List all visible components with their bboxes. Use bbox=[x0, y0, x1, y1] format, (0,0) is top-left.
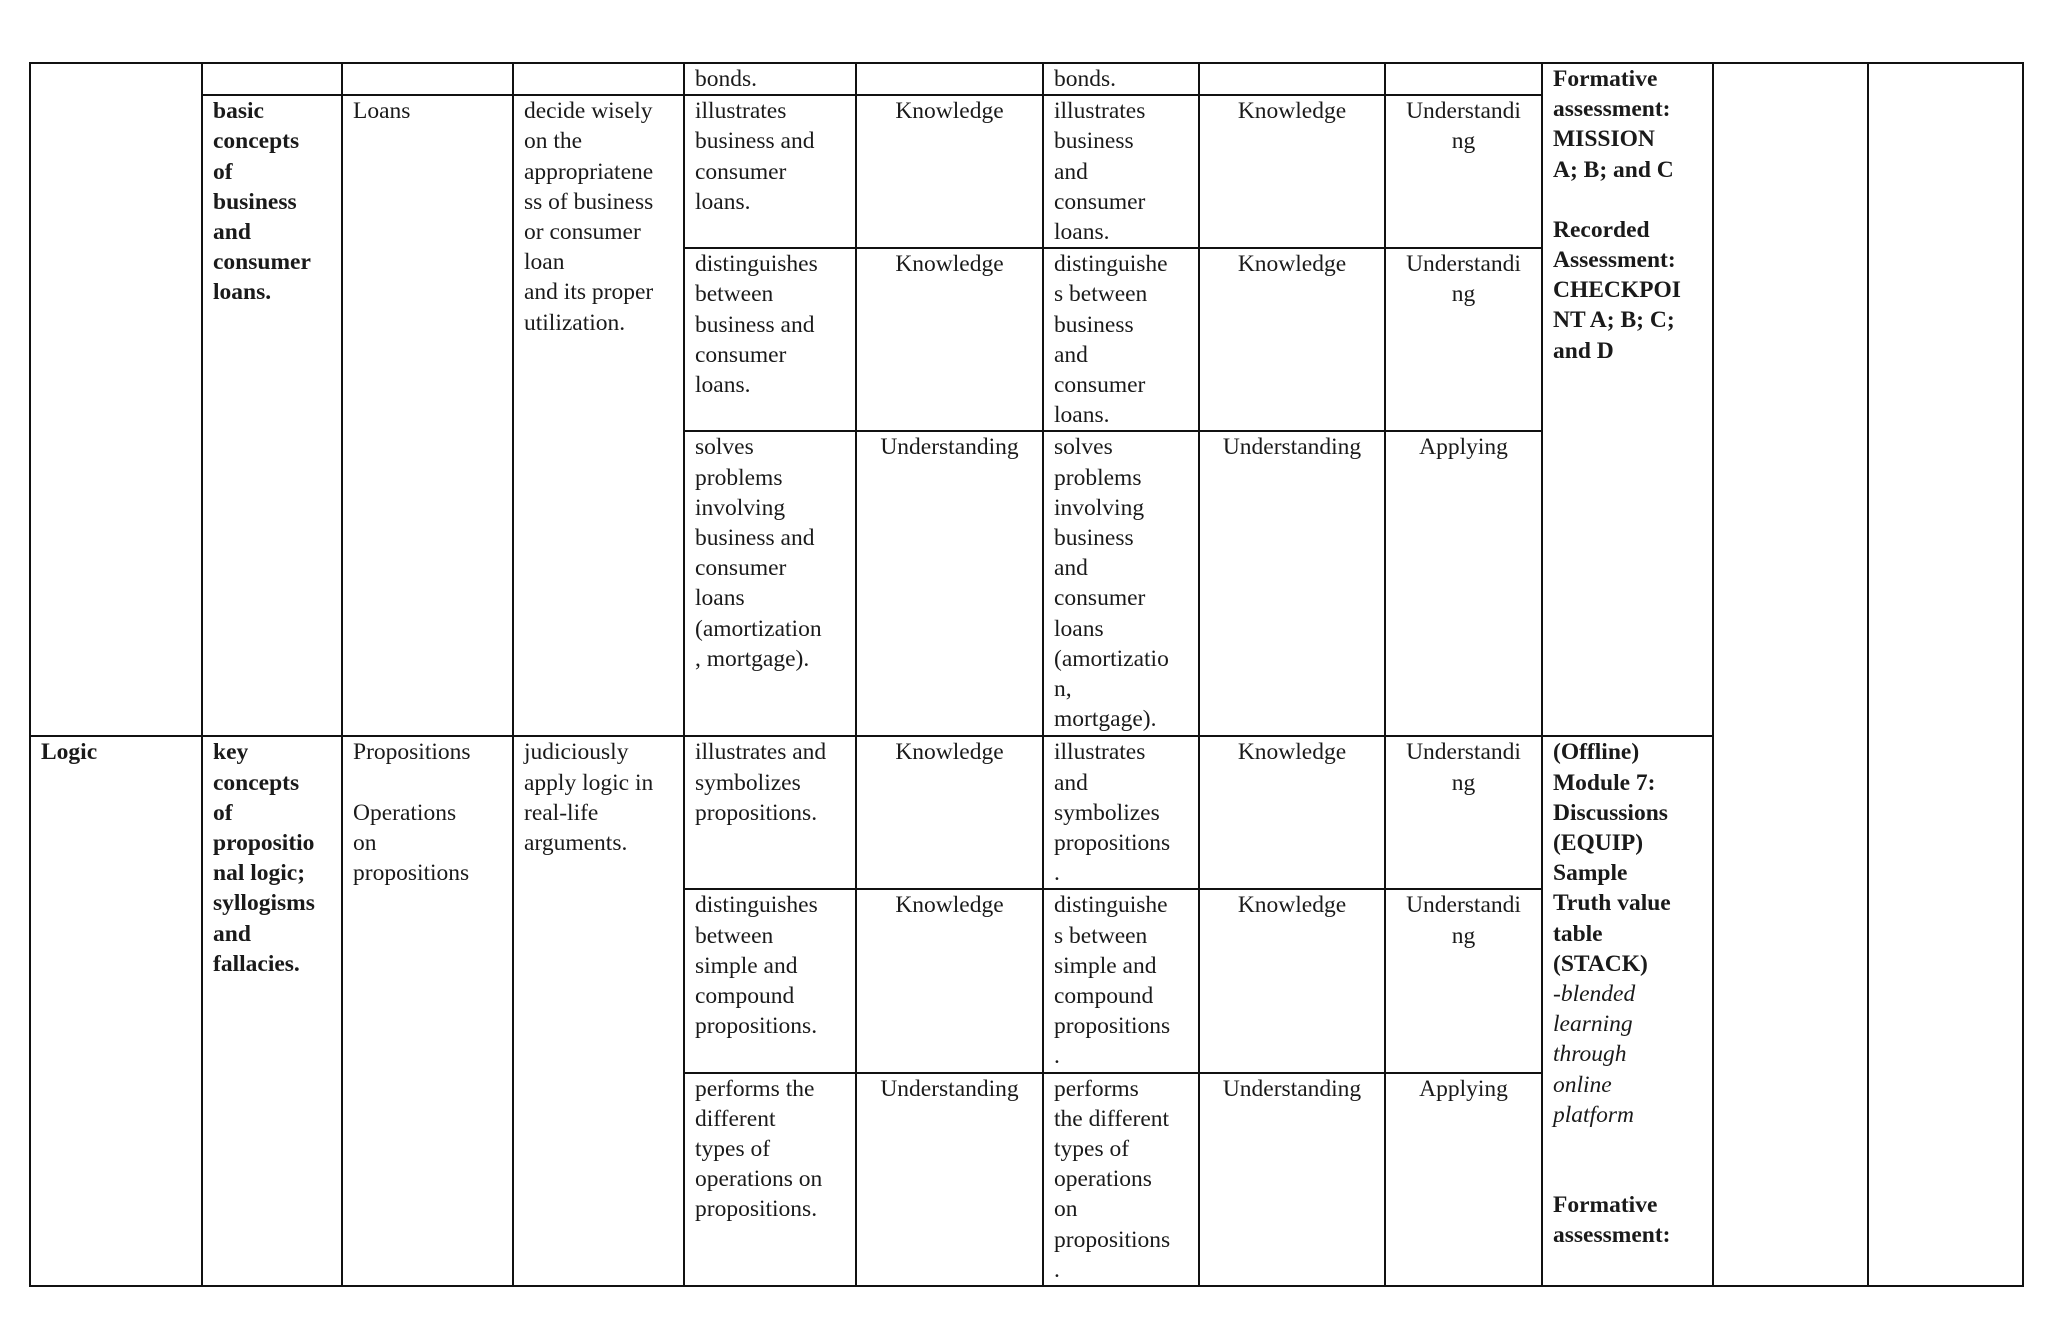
knowledge-cell: Knowledge bbox=[856, 95, 1043, 248]
standard-cell-empty bbox=[513, 63, 684, 95]
knowledge-cell: Understandi ng bbox=[1385, 95, 1542, 248]
competency-cell: bonds. bbox=[1043, 63, 1199, 95]
curriculum-map-table bbox=[29, 62, 2024, 1287]
competency-cell: bonds. bbox=[684, 63, 856, 95]
knowledge-cell: Understanding bbox=[1199, 431, 1385, 736]
knowledge-cell: Knowledge bbox=[1199, 95, 1385, 248]
knowledge-cell-empty bbox=[1199, 63, 1385, 95]
blank-column-cell bbox=[1713, 63, 1868, 1286]
content-cell: Propositions Operations on propositions bbox=[342, 736, 513, 1286]
standard-cell: decide wisely on the appropriatene ss of business or consumer loan and its proper utilization. bbox=[513, 95, 684, 736]
activity-text: (Offline) Module 7: Discussions (EQUIP) Sample Truth value table (STACK) bbox=[1553, 739, 1671, 977]
knowledge-cell: Knowledge bbox=[1199, 736, 1385, 889]
topic-cell: basic concepts of business and consumer loans. bbox=[202, 95, 342, 736]
competency-cell: illustrates business and consumer loans. bbox=[684, 95, 856, 248]
knowledge-cell-empty bbox=[1385, 63, 1542, 95]
activity-cell bbox=[1542, 736, 1713, 1286]
competency-cell: illustrates business and consumer loans. bbox=[1043, 95, 1199, 248]
competency-cell: distinguishes between business and consumer loans. bbox=[684, 248, 856, 431]
knowledge-cell: Knowledge bbox=[1199, 889, 1385, 1072]
subject-cell: Logic bbox=[30, 736, 202, 1286]
knowledge-cell: Understanding bbox=[1199, 1073, 1385, 1286]
subject-cell-empty bbox=[30, 63, 202, 736]
formative-assessment-text: Formative assessment: bbox=[1553, 1192, 1671, 1249]
knowledge-cell-empty bbox=[856, 63, 1043, 95]
content-cell: Loans bbox=[342, 95, 513, 736]
knowledge-cell: Knowledge bbox=[856, 248, 1043, 431]
competency-cell: distinguishe s between simple and compound propositions . bbox=[1043, 889, 1199, 1072]
topic-cell: key concepts of propositio nal logic; syllogisms and fallacies. bbox=[202, 736, 342, 1286]
knowledge-cell: Knowledge bbox=[856, 889, 1043, 1072]
competency-cell: performs the different types of operations on propositions . bbox=[1043, 1073, 1199, 1286]
spacer bbox=[1553, 185, 1702, 215]
topic-cell-empty bbox=[202, 63, 342, 95]
competency-cell: performs the different types of operations on propositions. bbox=[684, 1073, 856, 1286]
knowledge-cell: Knowledge bbox=[1199, 248, 1385, 431]
content-cell-empty bbox=[342, 63, 513, 95]
activity-note bbox=[1553, 979, 1702, 1130]
knowledge-cell: Understandi ng bbox=[1385, 889, 1542, 1072]
assessment-cell bbox=[1542, 63, 1713, 736]
knowledge-cell: Understandi ng bbox=[1385, 248, 1542, 431]
knowledge-cell: Applying bbox=[1385, 1073, 1542, 1286]
activity-note-lead: - bbox=[1553, 981, 1561, 1008]
knowledge-cell: Understanding bbox=[856, 1073, 1043, 1286]
knowledge-cell: Understandi ng bbox=[1385, 736, 1542, 889]
knowledge-cell: Knowledge bbox=[856, 736, 1043, 889]
competency-cell: solves problems involving business and consumer loans (amortizatio n, mortgage). bbox=[1043, 431, 1199, 736]
spacer bbox=[1553, 1130, 1702, 1190]
competency-cell: distinguishes between simple and compound propositions. bbox=[684, 889, 856, 1072]
competency-cell: solves problems involving business and consumer loans (amortization , mortgage). bbox=[684, 431, 856, 736]
activity-note-text: blended learning through online platform bbox=[1553, 981, 1636, 1128]
recorded-assessment-text: Recorded Assessment: CHECKPOI NT A; B; C; and D bbox=[1553, 216, 1681, 364]
competency-cell: illustrates and symbolizes propositions. bbox=[684, 736, 856, 889]
knowledge-cell: Understanding bbox=[856, 431, 1043, 736]
competency-cell: illustrates and symbolizes propositions . bbox=[1043, 736, 1199, 889]
blank-column-cell bbox=[1868, 63, 2023, 1286]
competency-cell: distinguishe s between business and consumer loans. bbox=[1043, 248, 1199, 431]
formative-assessment-text: Formative assessment: MISSION A; B; and C bbox=[1553, 66, 1674, 183]
knowledge-cell: Applying bbox=[1385, 431, 1542, 736]
table-row bbox=[30, 63, 2023, 95]
standard-cell: judiciously apply logic in real-life arguments. bbox=[513, 736, 684, 1286]
